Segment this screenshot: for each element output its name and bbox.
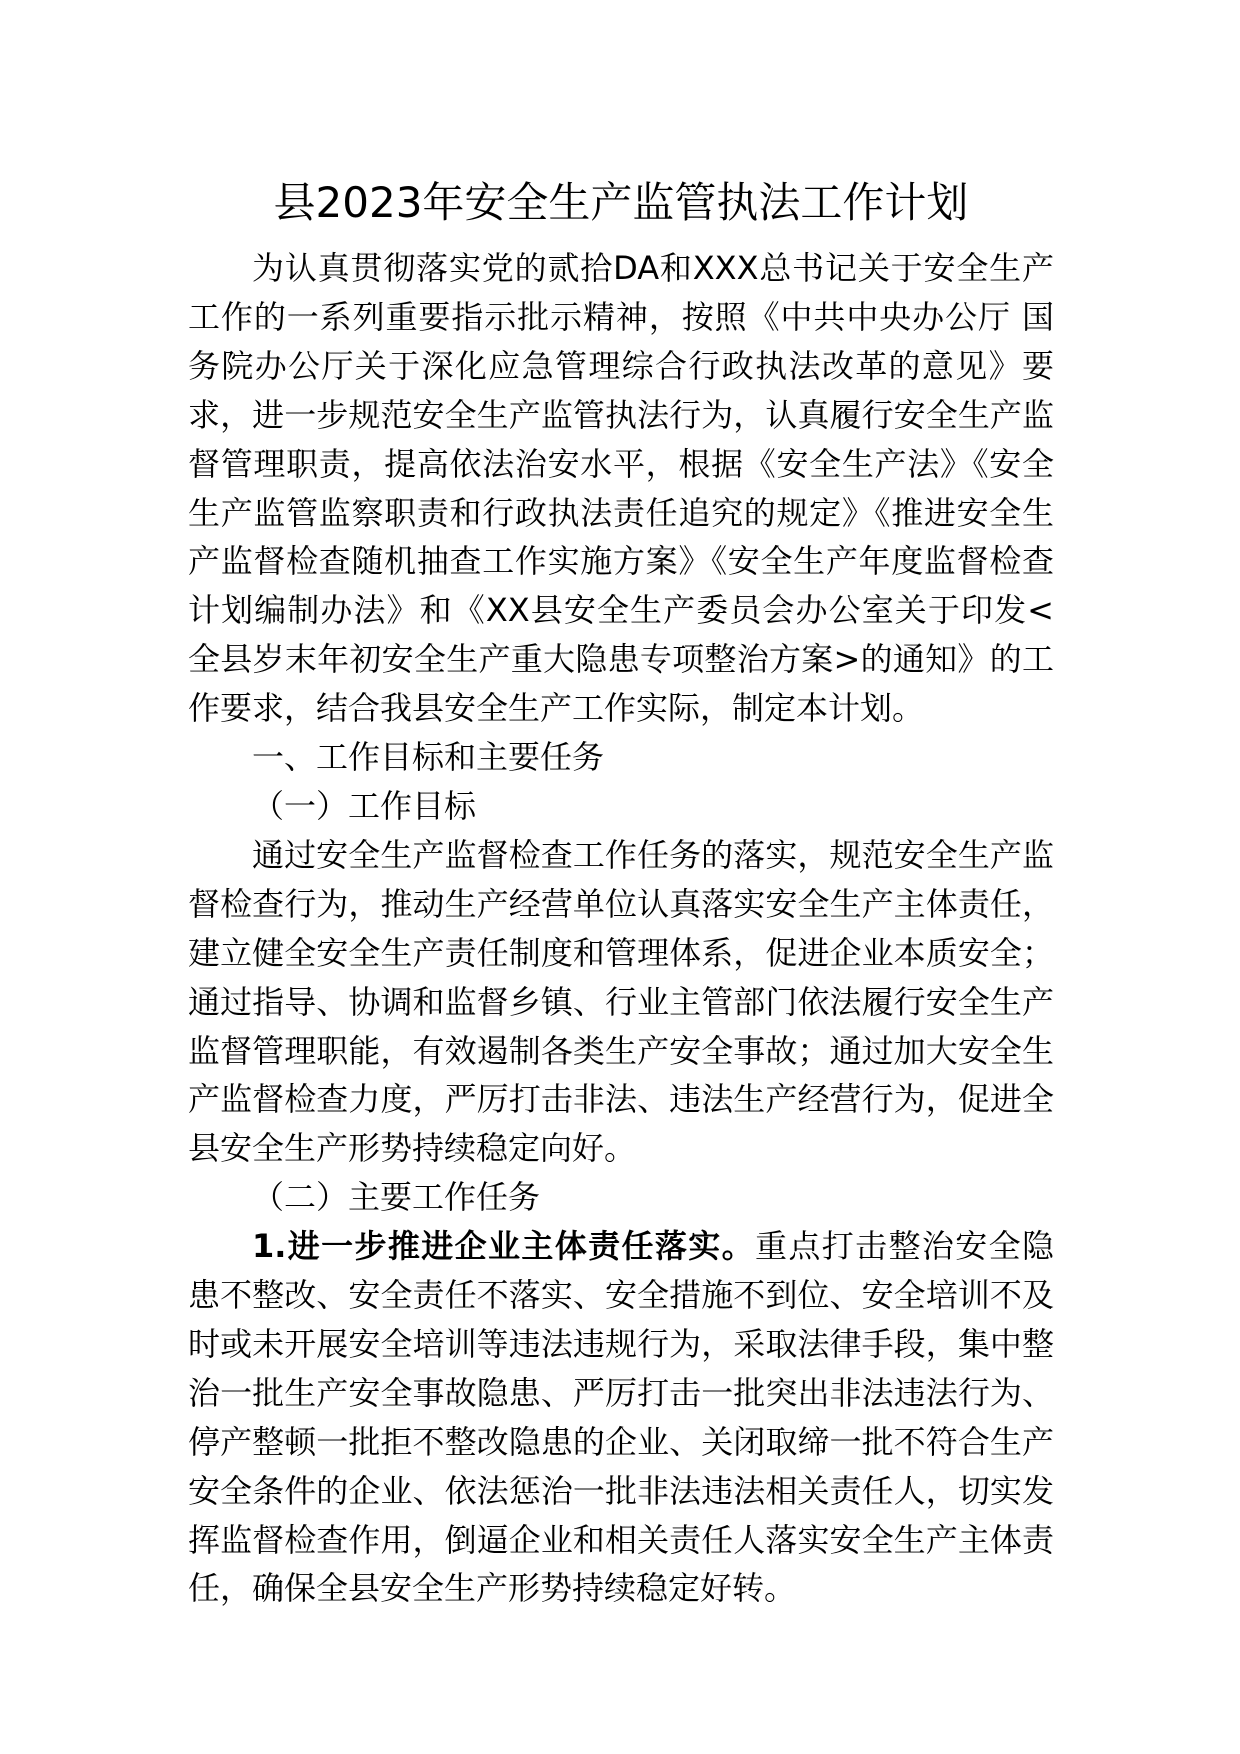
subsection-heading-goals: （一）工作目标 — [252, 786, 477, 825]
document-title: 县2023年安全生产监管执法工作计划 — [273, 178, 969, 227]
subsection-heading-main-tasks: （二）主要工作任务 — [252, 1178, 541, 1217]
intro-paragraph: 为认真贯彻落实党的贰拾DA和XXX总书记关于安全生产工作的一系列重要指示批示精神，按照《中共中央办公厅 国务院办公厅关于深化应急管理综合行政执法改革的意见》要求，进一步规范安全生产监管执法行为，认真履行安全生产监督管理职责，提高依法治安水平，根据《安全生产法》《安全生产监管监察职责和行政执法责任追究的规定》《推进安全生产监督检查随机抽查工作实施方案》《安全生产年度监督检查计划编制办法》和《XX县安全生产委员会办公室关于印发<全县岁末年初安全生产重大隐患专项整治方案>的通知》的工作要求，结合我县安全生产工作实际，制定本计划。 — [188, 249, 1054, 728]
goals-paragraph: 通过安全生产监督检查工作任务的落实，规范安全生产监督检查行为，推动生产经营单位认真落实安全生产主体责任，建立健全安全生产责任制度和管理体系，促进企业本质安全；通过指导、协调和监督乡镇、行业主管部门依法履行安全生产监督管理职能，有效遏制各类生产安全事故；通过加大安全生产监督检查力度，严厉打击非法、违法生产经营行为，促进全县安全生产形势持续稳定向好。 — [188, 835, 1054, 1168]
task-1-lead: 1.进一步推进企业主体责任落实。 — [252, 1227, 755, 1266]
section-heading-goals-tasks: 一、工作目标和主要任务 — [252, 738, 605, 777]
document-page — [188, 168, 1054, 1613]
task-1-paragraph — [188, 1222, 1054, 1613]
task-1-text: 重点打击整治安全隐患不整改、安全责任不落实、安全措施不到位、安全培训不及时或未开展安全培训等违法违规行为，采取法律手段，集中整治一批生产安全事故隐患、严厉打击一批突出非法违法行为、停产整顿一批拒不整改隐患的企业、关闭取缔一批不符合生产安全条件的企业、依法惩治一批非法违法相关责任人，切实发挥监督检查作用，倒逼企业和相关责任人落实安全生产主体责任，确保全县安全生产形势持续稳定好转。 — [188, 1227, 1054, 1608]
